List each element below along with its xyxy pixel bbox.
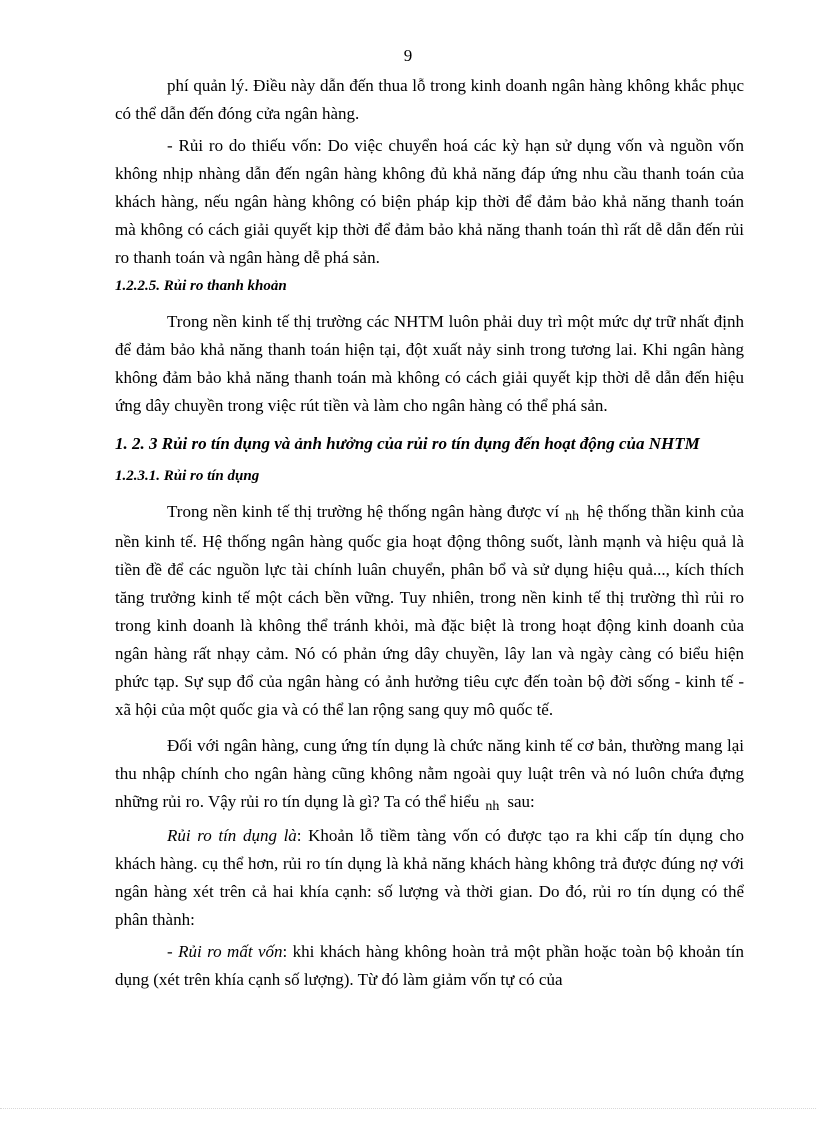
paragraph-capital-loss-risk [115, 938, 744, 994]
heading-1-2-2-5: 1.2.2.5. Rủi ro thanh khoản [115, 278, 287, 294]
paragraph-credit-function [115, 732, 744, 818]
paragraph-credit-risk-definition [115, 822, 744, 934]
page-number: 9 [403, 46, 413, 65]
paragraph-text: hệ thống thần kinh của nền kinh tế. Hệ thống ngân hàng quốc gia hoạt động thông suốt, lành mạnh và hiệu quả là tiền đề để các nguồn lực tài chính luân chuyển, phân bổ và sử dụng hiệu quả..., kích thích tăng trưởng kinh tế một cách bền vững. Tuy nhiên, trong nền kinh tế thị trường thì rủi ro trong kinh doanh là không thể tránh khỏi, mà đặc biệt là trong hoạt động kinh doanh của ngân hàng rất nhạy cảm. Nó có phản ứng dây chuyền, lây lan và ngày càng có biểu hiện phức tạp. Sự sụp đổ của ngân hàng có ảnh hưởng tiêu cực đến toàn bộ đời sống - kinh tế - xã hội của một quốc gia và có thể lan rộng sang quy mô quốc tế. [115, 502, 744, 719]
heading-1-2-3: 1. 2. 3 Rủi ro tín dụng và ảnh hưởng của rủi ro tín dụng đến hoạt động của NHTM [115, 434, 700, 453]
dash: - [167, 942, 179, 961]
paragraph-text: Đối với ngân hàng, cung ứng tín dụng là chức năng kinh tế cơ bản, thường mang lại thu nhập chính cho ngân hàng cũng không nằm ngoài quy luật trên và nó luôn chứa đựng những rủi ro. Vậy rủi ro tín dụng là gì? Ta có thể hiểu [115, 736, 744, 811]
paragraph-text: : Khoản lỗ tiềm tàng vốn có được tạo ra khi cấp tín dụng cho khách hàng. cụ thể hơn, rủi ro tín dụng là khả năng khách hàng không trả được đúng nợ với ngân hàng xét trên cả hai khía cạnh: số lượng và thời gian. Do đó, rủi ro tín dụng có thể phân thành: [115, 826, 744, 929]
paragraph-text: Trong nền kinh tế thị trường hệ thống ngân hàng được ví [167, 502, 560, 521]
paragraph-capital-shortage-risk: - Rủi ro do thiếu vốn: Do việc chuyển hoá các kỳ hạn sử dụng vốn và nguồn vốn không nhịp nhàng dẫn đến ngân hàng không đủ khả năng đáp ứng nhu cầu thanh toán của khách hàng, nếu ngân hàng không có biện pháp kịp thời để đảm bảo khả năng thanh toán mà không có cách giải quyết kịp thời để đảm bảo khả năng thanh toán thì rất dễ dẫn đến rủi ro thanh toán và ngân hàng dễ phá sản. [115, 136, 744, 267]
paragraph-text: sau: [507, 792, 535, 811]
heading-1-2-3-1: 1.2.3.1. Rủi ro tín dụng [115, 468, 260, 484]
term-capital-loss-risk: Rủi ro mất vốn [178, 942, 283, 961]
document-body [115, 72, 744, 994]
page-bottom-divider [0, 1108, 816, 1109]
paragraph-liquidity-risk: Trong nền kinh tế thị trường các NHTM luôn phải duy trì một mức dự trữ nhất định để đảm bảo khả năng thanh toán hiện tại, đột xuất nảy sinh trong tương lai. Khi ngân hàng không đảm bảo khả năng thanh toán mà không có cách giải quyết kịp thời dễ dẫn đến hiệu ứng dây chuyền trong việc rút tiền và làm cho ngân hàng có thể phá sản. [115, 312, 744, 415]
paragraph-banking-system [115, 498, 744, 724]
term-credit-risk: Rủi ro tín dụng là [167, 826, 297, 845]
paragraph-operating-cost: phí quản lý. Điều này dẫn đến thua lỗ trong kinh doanh ngân hàng không khắc phục có thể dẫn đến đóng cửa ngân hàng. [115, 76, 744, 123]
subscript-fragment: nh [485, 799, 500, 814]
paragraph-text: : khi khách hàng không hoàn trả một phần hoặc toàn bộ khoản tín dụng (xét trên khía cạnh số lượng). Từ đó làm giảm vốn tự có của [115, 942, 744, 989]
subscript-fragment: nh [565, 509, 580, 524]
